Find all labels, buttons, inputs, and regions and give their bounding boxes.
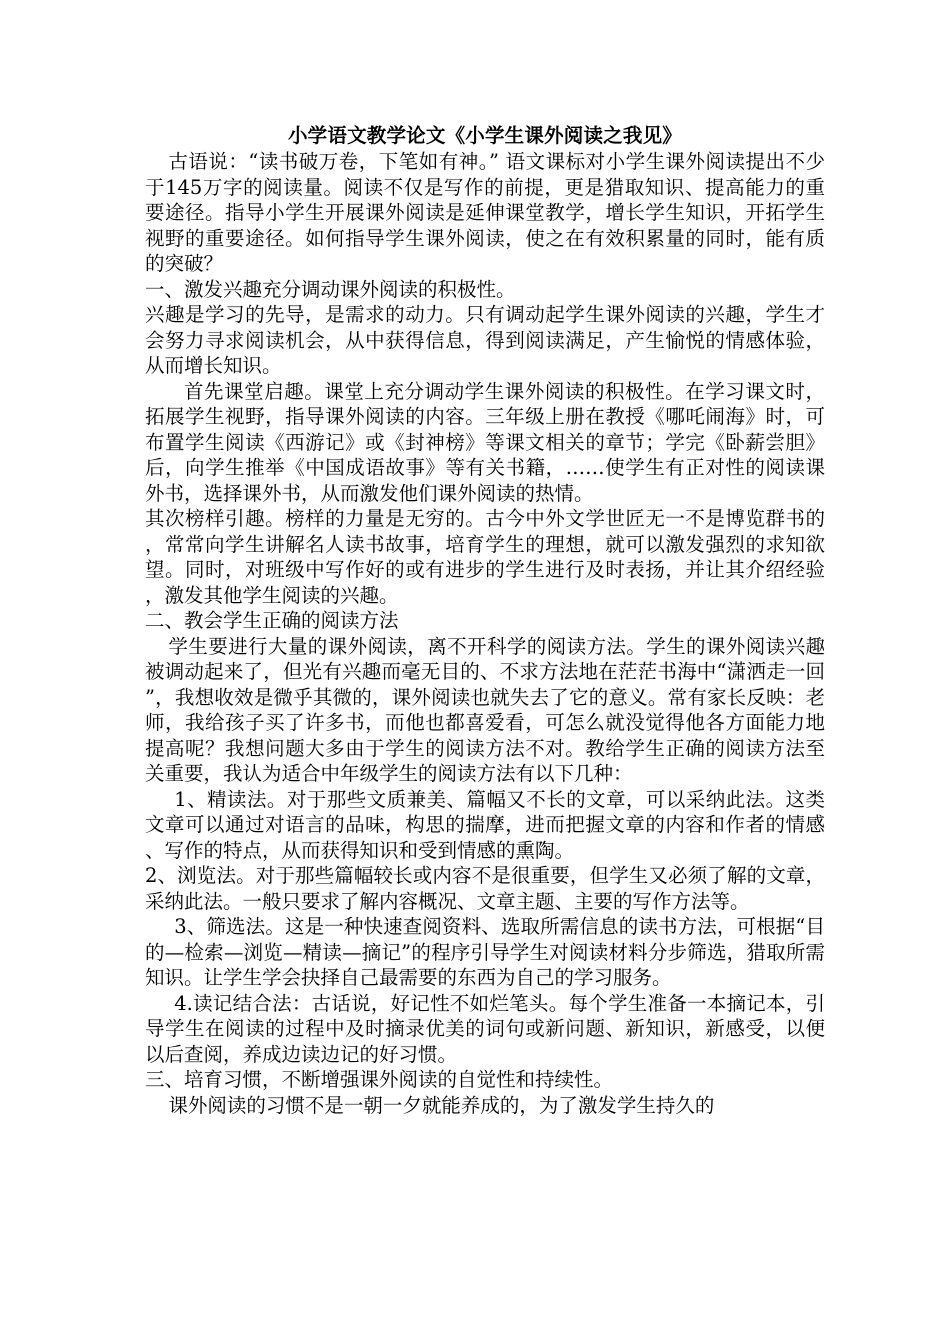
section-heading-3: 三、培育习惯，不断增强课外阅读的自觉性和持续性。 (145, 1068, 614, 1091)
document-title: 小学语文教学论文《小学生课外阅读之我见》 (287, 124, 682, 147)
paragraph-habit: 课外阅读的习惯不是一朝一夕就能养成的，为了激发学生持久的 (168, 1093, 715, 1117)
paragraph-method-2: 2、浏览法。对于那些篇幅较长或内容不是很重要，但学生又必须了解的文章，采纳此法。一般只要求了解内容概况、文章主题、主要的写作方法等。 (145, 864, 825, 913)
paragraph-method-3: 3、筛选法。这是一种快速查阅资料、选取所需信息的读书方法，可根据“目的—检索—浏览—精读—摘记”的程序引导学生对阅读材料分步筛选，猎取所需知识。让学生学会抉择自己最需要的东西为自己的学习服务。 (145, 915, 825, 989)
intro-paragraph: 古语说：“读书破万卷，下笔如有神。” 语文课标对小学生课外阅读提出不少于145万字的阅读量。阅读不仅是写作的前提，更是猎取知识、提高能力的重要途径。指导小学生开展课外阅读是延伸课堂教学，增长学生知识，开拓学生视野的重要途径。如何指导学生课外阅读，使之在有效积累量的同时，能有质的突破？ (145, 150, 825, 275)
paragraph-method-4: 4.读记结合法：古话说，好记性不如烂笔头。每个学生准备一本摘记本，引导学生在阅读的过程中及时摘录优美的词句或新问题、新知识，新感受，以便以后查阅，养成边读边记的好习惯。 (145, 991, 825, 1066)
paragraph-method-1: 1、精读法。对于那些文质兼美、篇幅又不长的文章，可以采纳此法。这类文章可以通过对语言的品味，构思的揣摩，进而把握文章的内容和作者的情感、写作的特点，从而获得知识和受到情感的熏陶。 (145, 787, 825, 862)
paragraph-methods: 学生要进行大量的课外阅读，离不开科学的阅读方法。学生的课外阅读兴趣被调动起来了，但光有兴趣而毫无目的、不求方法地在茫茫书海中“潇洒走一回”，我想收效是微乎其微的，课外阅读也就失去了它的意义。常有家长反映：老师，我给孩子买了许多书，而他也都喜爱看，可怎么就没觉得他各方面能力地提高呢？我想问题大多由于学生的阅读方法不对。教给学生正确的阅读方法至关重要，我认为适合中年级学生的阅读方法有以下几种： (145, 634, 825, 785)
paragraph-interest: 兴趣是学习的先导，是需求的动力。只有调动起学生课外阅读的兴趣，学生才会努力寻求阅读机会，从中获得信息，得到阅读满足，产生愉悦的情感体验，从而增长知识。 (145, 303, 825, 377)
paragraph-classroom: 首先课堂启趣。课堂上充分调动学生课外阅读的积极性。在学习课文时，拓展学生视野，指导课外阅读的内容。三年级上册在教授《哪吒闹海》时，可布置学生阅读《西游记》或《封神榜》等课文相关的章节；学完《卧薪尝胆》后，向学生推举《中国成语故事》等有关书籍，……使学生有正对性的阅读课外书，选择课外书，从而激发他们课外阅读的热情。 (145, 379, 825, 505)
section-heading-2: 二、教会学生正确的阅读方法 (145, 609, 399, 632)
document-body (145, 123, 825, 1118)
paragraph-role-model: 其次榜样引趣。榜样的力量是无穷的。古今中外文学世匠无一不是博览群书的，常常向学生讲解名人读书故事，培育学生的理想，就可以激发强烈的求知欲望。同时，对班级中写作好的或有进步的学生进行及时表扬，并让其介绍经验，激发其他学生阅读的兴趣。 (145, 507, 825, 607)
section-heading-1: 一、激发兴趣充分调动课外阅读的积极性。 (145, 277, 516, 301)
